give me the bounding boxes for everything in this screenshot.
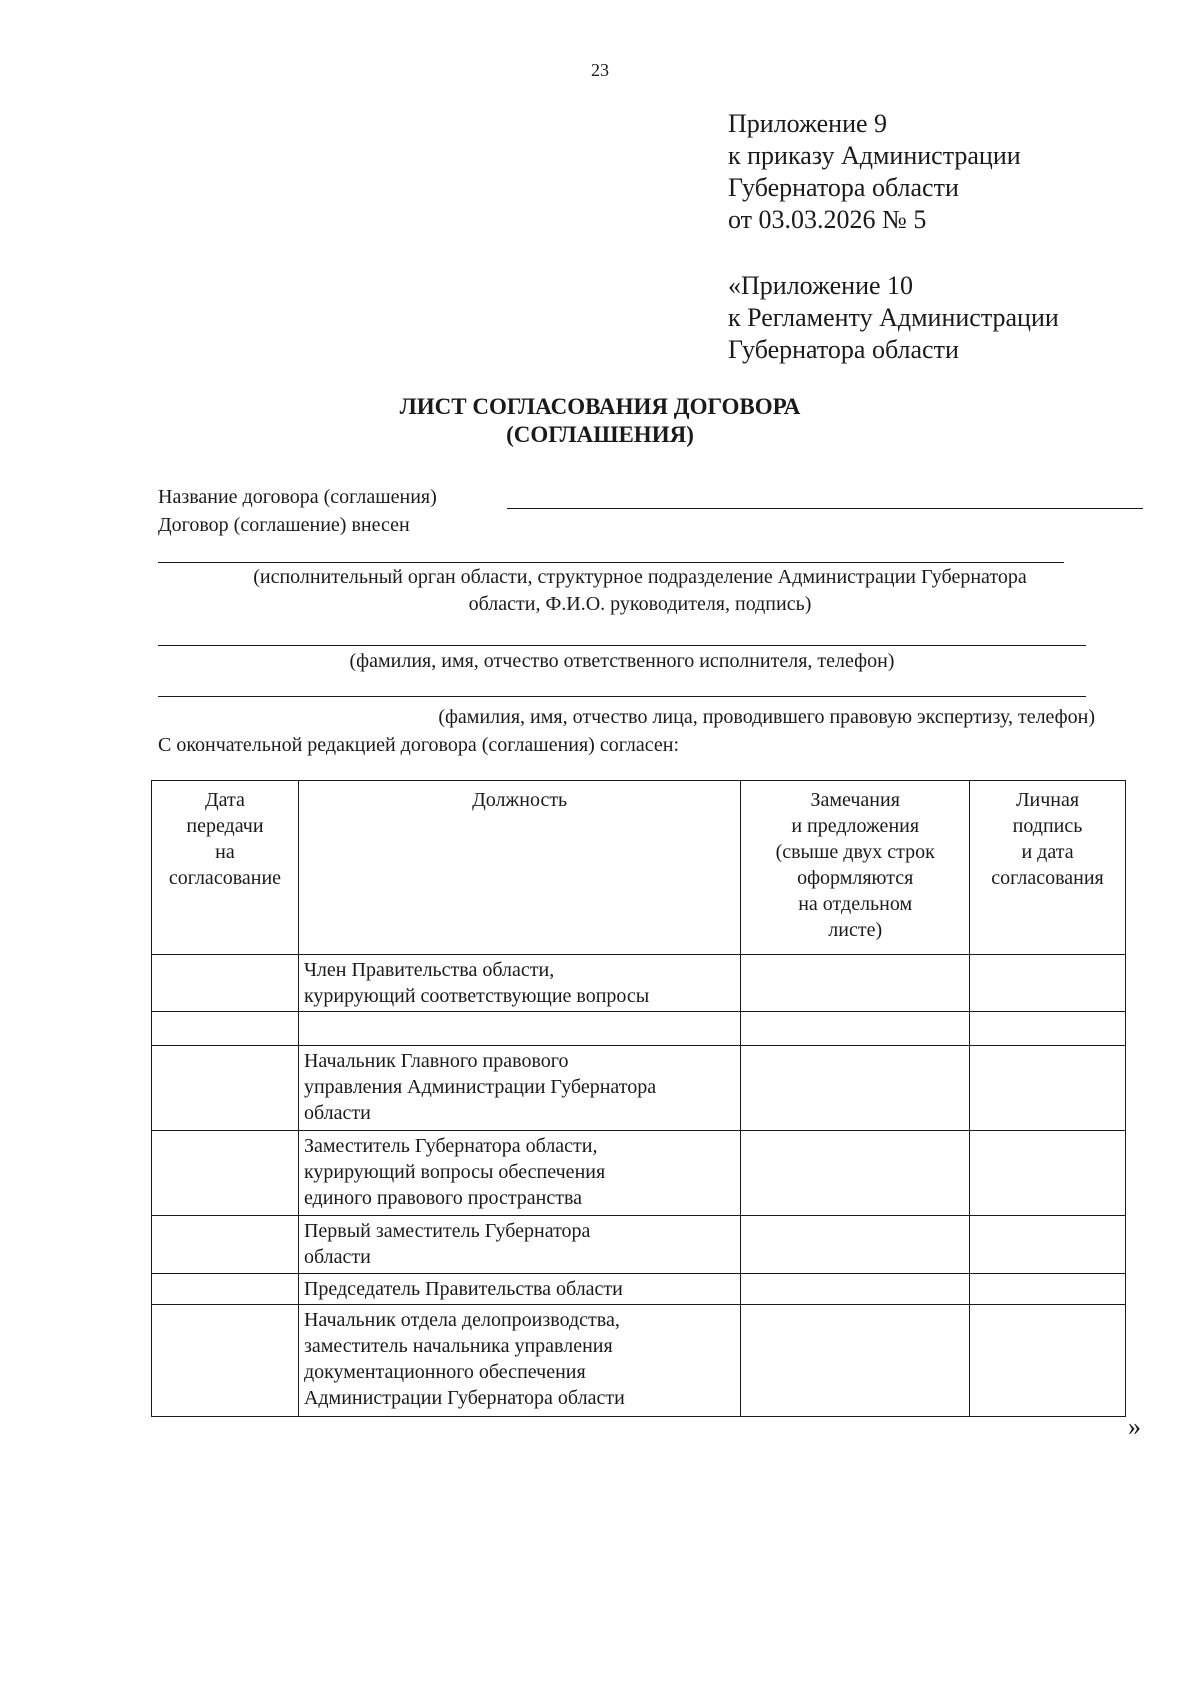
appendix-header (728, 108, 1021, 236)
position-text: Начальник Главного правового управления Администрации Губернатора области (303, 1050, 657, 1124)
contract-name-field[interactable] (507, 508, 1143, 509)
caption-legal: (фамилия, имя, отчество лица, проводившего правовую экспертизу, телефон) (438, 706, 1095, 728)
position-cell (298, 1131, 740, 1216)
position-cell (298, 1046, 740, 1131)
signature-cell[interactable] (970, 955, 1126, 1012)
table-row (152, 1274, 1126, 1305)
header-remarks: Замечания и предложения (свыше двух строк оформляются на отдельном листе) (741, 781, 970, 955)
date-cell[interactable] (152, 1305, 299, 1417)
appendix-line: «Приложение 10 (728, 271, 914, 300)
remarks-cell[interactable] (741, 1012, 970, 1046)
table-row (152, 955, 1126, 1012)
regulation-appendix-header (728, 270, 1059, 366)
appendix-line: от 03.03.2026 № 5 (728, 205, 927, 234)
submitting-org-field[interactable] (158, 562, 1064, 563)
appendix-line: Губернатора области (728, 173, 959, 202)
table-row (152, 1046, 1126, 1131)
appendix-line: к Регламенту Администрации (728, 303, 1059, 332)
page-number: 23 (591, 60, 609, 80)
position-text: Заместитель Губернатора области, курирующий вопросы обеспечения единого правового пространства (303, 1135, 606, 1209)
header-signature: Личная подпись и дата согласования (970, 781, 1126, 955)
responsible-executor-field[interactable] (158, 645, 1086, 646)
position-cell (298, 1274, 740, 1305)
closing-quote: » (1128, 1412, 1141, 1441)
date-cell[interactable] (152, 1131, 299, 1216)
position-text: Член Правительства области, курирующий соответствующие вопросы (303, 959, 650, 1007)
position-cell (298, 1305, 740, 1417)
date-cell[interactable] (152, 1216, 299, 1274)
remarks-cell[interactable] (741, 1274, 970, 1305)
table-row (152, 1305, 1126, 1417)
table-row (152, 1216, 1126, 1274)
signature-cell[interactable] (970, 1131, 1126, 1216)
signature-cell[interactable] (970, 1216, 1126, 1274)
position-text: Начальник отдела делопроизводства, заместитель начальника управления документационного обеспечения Администрации Губернатора области (303, 1309, 625, 1409)
title-line: (СОГЛАШЕНИЯ) (506, 422, 694, 447)
remarks-cell[interactable] (741, 1131, 970, 1216)
appendix-line: Приложение 9 (728, 109, 888, 138)
position-cell (298, 1216, 740, 1274)
submitted-by-label: Договор (соглашение) внесен (158, 514, 410, 536)
date-cell[interactable] (152, 1046, 299, 1131)
date-cell[interactable] (152, 1274, 299, 1305)
position-text: Первый заместитель Губернатора области (303, 1220, 591, 1268)
table-row (152, 1131, 1126, 1216)
remarks-cell[interactable] (741, 1305, 970, 1417)
position-cell (298, 955, 740, 1012)
title-line: ЛИСТ СОГЛАСОВАНИЯ ДОГОВОРА (399, 394, 801, 419)
remarks-cell[interactable] (741, 1046, 970, 1131)
table-row (152, 1012, 1126, 1046)
signature-cell[interactable] (970, 1046, 1126, 1131)
legal-expert-field[interactable] (158, 696, 1086, 697)
signature-cell[interactable] (970, 1274, 1126, 1305)
signature-cell[interactable] (970, 1305, 1126, 1417)
final-agreement-text: С окончательной редакцией договора (соглашения) согласен: (158, 734, 680, 756)
caption-org-continued: области, Ф.И.О. руководителя, подпись) (468, 593, 812, 615)
date-cell[interactable] (152, 955, 299, 1012)
header-date: Дата передачи на согласование (152, 781, 299, 955)
table-header-row (152, 781, 1126, 955)
header-position: Должность (298, 781, 740, 955)
remarks-cell[interactable] (741, 955, 970, 1012)
contract-name-label: Название договора (соглашения) (158, 486, 437, 508)
position-text: Председатель Правительства области (303, 1278, 623, 1300)
remarks-cell[interactable] (741, 1216, 970, 1274)
document-title (300, 393, 900, 449)
position-cell (298, 1012, 740, 1046)
appendix-line: к приказу Администрации (728, 141, 1021, 170)
approval-table (151, 780, 1126, 1417)
date-cell[interactable] (152, 1012, 299, 1046)
caption-org: (исполнительный орган области, структурное подразделение Администрации Губернатора (253, 566, 1027, 588)
appendix-line: Губернатора области (728, 335, 959, 364)
caption-responsible: (фамилия, имя, отчество ответственного исполнителя, телефон) (349, 650, 895, 672)
signature-cell[interactable] (970, 1012, 1126, 1046)
